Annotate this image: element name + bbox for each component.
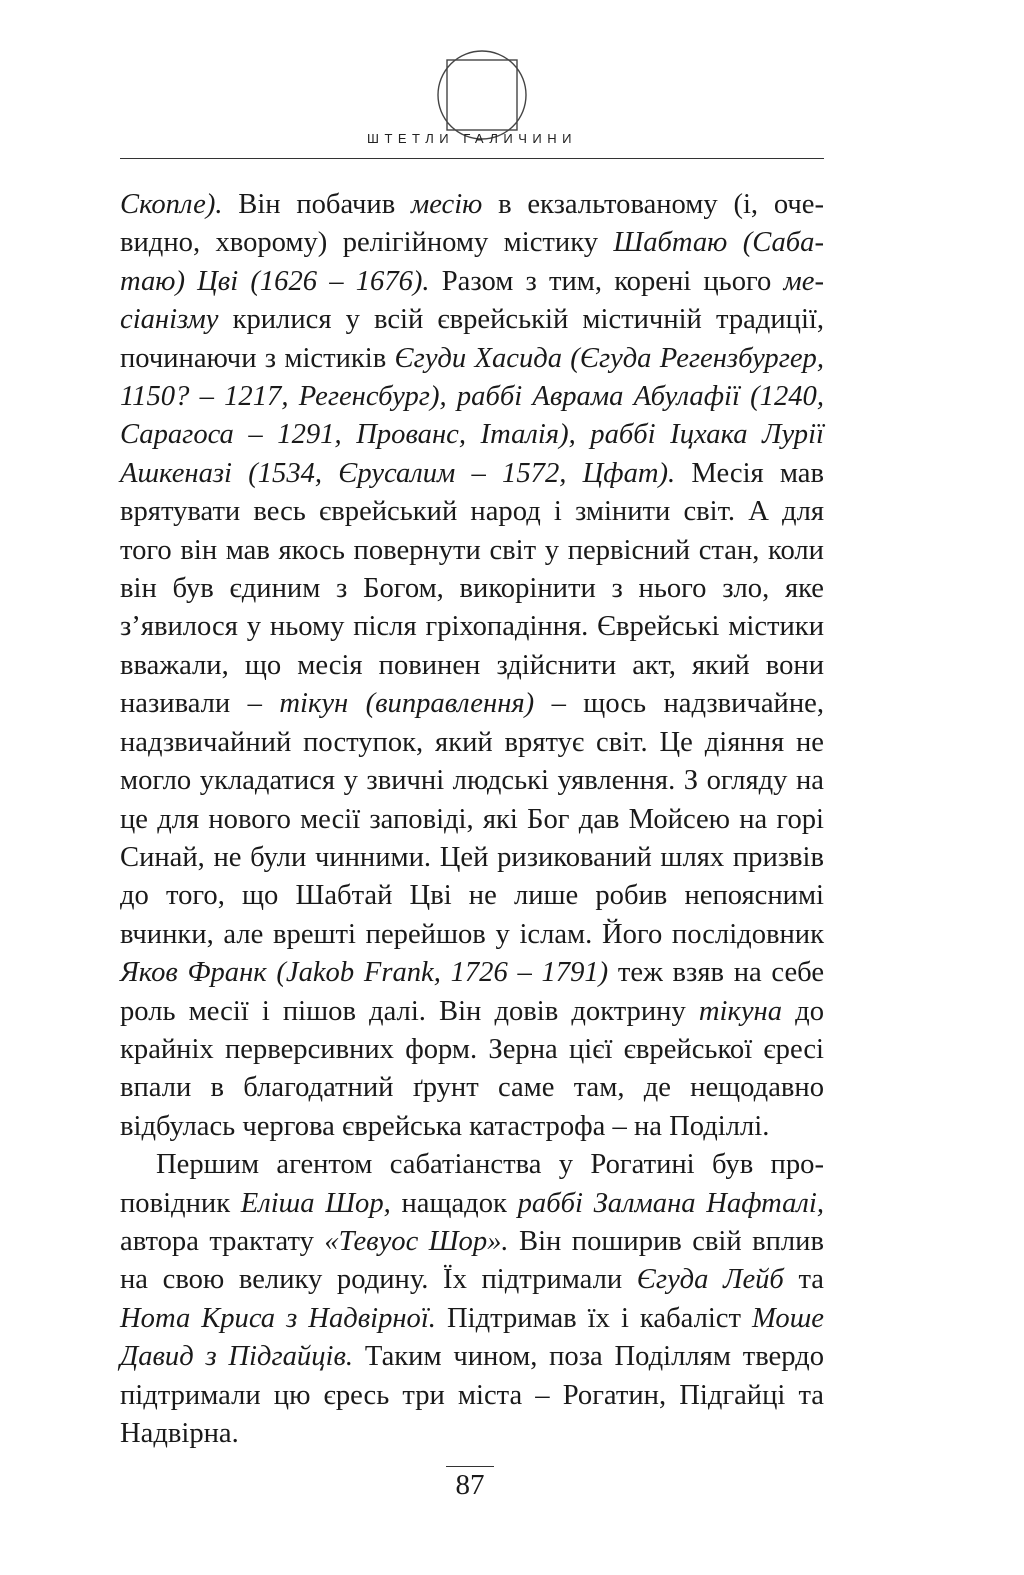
- text-run: Він побачив: [222, 189, 411, 220]
- italic-run: месію: [410, 189, 483, 220]
- paragraph: [120, 1146, 824, 1453]
- text-run: Разом з тим, корені цього: [429, 265, 784, 297]
- page-number: 87: [446, 1466, 494, 1503]
- italic-run: тікуна: [698, 995, 783, 1027]
- text-run: крилися у всій єврейській містичній традиції, починаючи з містиків: [120, 304, 824, 374]
- text-run: автора трактату: [120, 1225, 325, 1257]
- italic-run: Еліша Шор,: [240, 1187, 391, 1219]
- italic-run: Шабтаю (Сабатаю) Цві (1626 – 1676).: [120, 227, 824, 297]
- running-header-title: ШТЕТЛИ ГАЛИЧИНИ: [367, 131, 577, 146]
- text-run: теж взяв на себе роль месії і пішов далі. Він довів доктрину: [120, 957, 825, 1027]
- text-run: в екзальтованому (і, очевидно, хворому) релігійному містику: [120, 189, 824, 259]
- header-divider: [120, 158, 824, 159]
- italic-run: Єгуди Хасида (Єгуда Регензбургер, 1150? – 1217, Регенсбург), раббі Аврама Абулафії (1240, Сарагоса – 1291, Прованс, Італія), раббі Іцхака Лурії Ашкеназі (1534, Єрусалим – 1572, Цфат).: [120, 342, 824, 489]
- text-run: Першим агентом сабатіанства у Рогатині був проповідник: [120, 1149, 824, 1219]
- italic-run: Єгуда Лейб: [636, 1264, 784, 1296]
- text-run: та: [783, 1264, 824, 1296]
- italic-run: Скопле).: [120, 189, 223, 220]
- text-run: Таким чином, поза Поділлям твердо підтримали цю єресь три міста – Рогатин, Підгайці та Надвірна.: [120, 1341, 824, 1449]
- italic-run: «Тевуос Шор».: [324, 1225, 509, 1257]
- text-run: – щось надзвичайне, надзвичайний поступок, який врятує світ. Це діяння не могло укладатися у звичні людські уявлення. З огляду на це для нового месії заповіді, які Бог дав Мойсею на горі Синай, не були чинними. Цей ризикований шлях призвів до того, що Шабтай Цві не лише робив непояснимі вчинки, але врешті перейшов у іслам. Його послідовник: [120, 688, 824, 950]
- italic-run: раббі Залмана Нафталі,: [517, 1187, 824, 1219]
- text-run: Месія мав врятувати весь єврейський народ і змінити світ. А для того він мав якось повернути світ у первісний стан, коли він був єдиним з Богом, викорінити з нього зло, яке з’явилося у ньому після гріхопадіння. Єврейські містики вважали, що месія повинен здійснити акт, який вони називали –: [120, 457, 824, 720]
- text-run: Він поширив свій вплив на свою велику родину. Їх підтримали: [120, 1225, 824, 1296]
- text-run: нащадок: [390, 1187, 518, 1219]
- body-text: [120, 186, 824, 1453]
- paragraph: [120, 186, 824, 1146]
- italic-run: тікун (виправлення): [279, 688, 535, 720]
- circle-square-emblem-icon: [436, 49, 528, 141]
- text-run: до крайніх перверсивних форм. Зерна цієї єврейської єресі впали в благодатний ґрунт саме там, де нещодавно відбулась чергова єврейська катастрофа – на Поділлі.: [120, 995, 824, 1142]
- italic-run: Моше Давид з Підгайців.: [120, 1302, 824, 1373]
- italic-run: Яков Франк (Jakob Frank, 1726 – 1791): [120, 957, 609, 989]
- text-run: Підтримав їх і кабаліст: [435, 1302, 752, 1334]
- italic-run: месіанізму: [120, 265, 825, 336]
- italic-run: Нота Криса з Надвірної.: [120, 1302, 436, 1334]
